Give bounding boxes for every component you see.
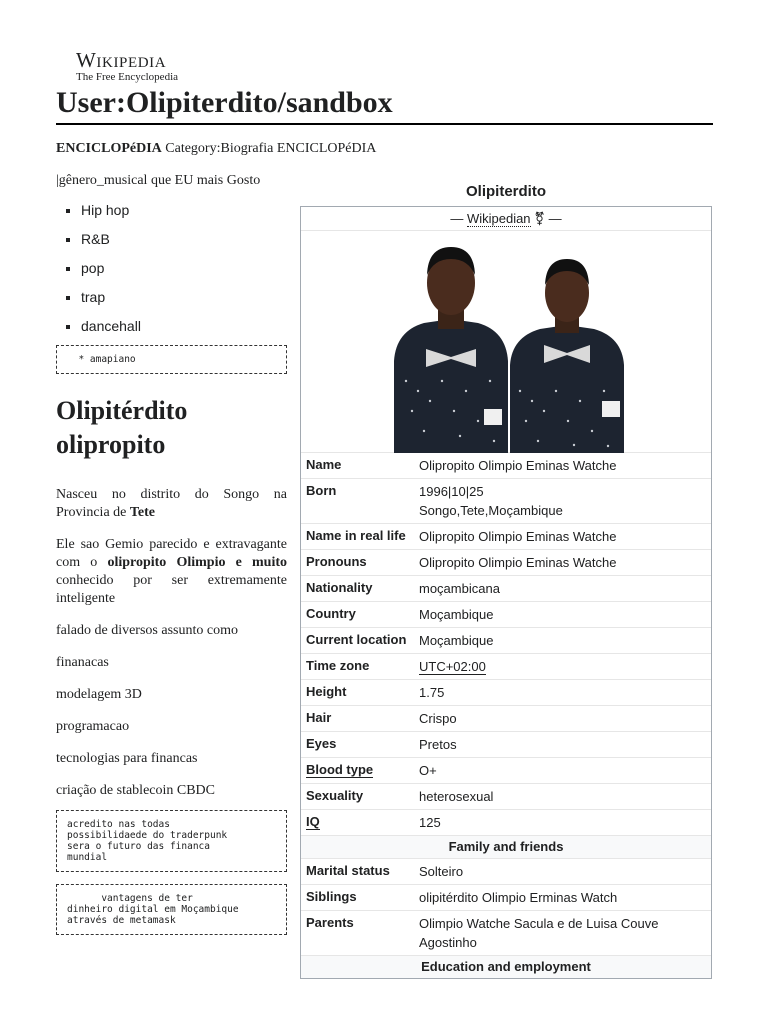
list-item: ▪ pop xyxy=(81,254,287,283)
info-value: Olipropito Olimpio Eminas Watche xyxy=(419,458,617,473)
info-value: Pretos xyxy=(419,737,457,752)
info-row-real-name xyxy=(301,524,711,550)
blood-type-link[interactable]: Blood type xyxy=(306,762,374,777)
info-key: Country xyxy=(306,606,356,621)
wikipedian-link[interactable]: Wikipedian xyxy=(466,211,531,226)
text-line: finanacas xyxy=(56,655,109,670)
info-value: O+ xyxy=(419,763,437,778)
gender-symbol-icon: ⚧ — xyxy=(530,211,562,226)
info-value: heterosexual xyxy=(419,789,494,804)
info-row-location xyxy=(301,628,711,654)
person-photo-left xyxy=(394,241,508,453)
info-key: Current location xyxy=(306,632,407,647)
infobox-title: Olipiterdito xyxy=(466,183,546,200)
info-key: Name xyxy=(306,457,342,472)
info-value: olipitérdito Olimpio Erminas Watch xyxy=(419,890,618,905)
info-key: Name in real life xyxy=(306,528,406,543)
desc-text-1: Ele sao Gemio parecido e extravagante com o xyxy=(56,537,287,570)
parents-line-1: Olimpio Watche Sacula e de Luisa Couve xyxy=(419,916,659,931)
desc-bold: olipropito Olimpio e muito xyxy=(107,555,288,570)
section-family-friends: Family and friends xyxy=(301,836,711,859)
info-key: Sexuality xyxy=(306,788,364,803)
info-key: Hair xyxy=(306,710,332,725)
logo-tagline: The Free Encyclopedia xyxy=(76,71,179,83)
intro-text: |gênero_musical que EU mais Gosto xyxy=(56,173,261,188)
profile-photo[interactable] xyxy=(301,231,711,453)
info-row-height xyxy=(301,680,711,706)
info-row-siblings xyxy=(301,885,711,911)
code-box-traderpunk: acredito nas todas possibilidaede do traderpunk sera o futuro das financa mundial xyxy=(56,810,287,872)
text-line: modelagem 3D xyxy=(56,687,142,702)
info-row-marital xyxy=(301,859,711,885)
heading-line-2: olipropito xyxy=(56,430,166,459)
section-heading xyxy=(56,394,287,462)
birth-place-bold: Tete xyxy=(129,505,156,520)
info-row-sexuality xyxy=(301,784,711,810)
info-row-eyes xyxy=(301,732,711,758)
info-row-name xyxy=(301,453,711,479)
info-key: Parents xyxy=(306,915,354,930)
timezone-link[interactable]: UTC+02:00 xyxy=(419,659,486,674)
iq-link[interactable]: IQ xyxy=(306,814,320,829)
parents-line-2: Agostinho xyxy=(419,935,477,950)
info-row-iq xyxy=(301,810,711,836)
text-line: tecnologias para financas xyxy=(56,751,198,766)
text-line: programacao xyxy=(56,719,130,734)
list-item: ▪ dancehall xyxy=(81,312,287,341)
page-title: User:Olipiterdito/sandbox xyxy=(56,86,393,119)
info-value: Crispo xyxy=(419,711,457,726)
info-row-hair xyxy=(301,706,711,732)
code-box-metamask: vantagens de ter dinheiro digital em Moçambique através de metamask xyxy=(56,884,287,935)
info-value xyxy=(419,911,711,955)
info-value: 1.75 xyxy=(419,685,445,700)
info-value: Olipropito Olimpio Eminas Watche xyxy=(419,555,617,570)
list-item: ▪ trap xyxy=(81,283,287,312)
info-key: Marital status xyxy=(306,863,390,878)
info-row-timezone xyxy=(301,654,711,680)
info-value: Moçambique xyxy=(419,607,494,622)
info-row-parents xyxy=(301,911,711,956)
info-key xyxy=(301,810,419,835)
info-value: Moçambique xyxy=(419,633,494,648)
genre-list xyxy=(56,196,287,341)
list-item: ▪ R&B xyxy=(81,225,287,254)
info-value: Solteiro xyxy=(419,864,464,879)
infobox-subtitle xyxy=(301,207,711,231)
info-row-born xyxy=(301,479,711,524)
code-box-amapiano: * amapiano xyxy=(56,345,287,374)
text-line: falado de diversos assunto como xyxy=(56,623,238,638)
info-value xyxy=(419,654,711,679)
born-date: 1996|10|25 xyxy=(419,484,484,499)
person-photo-right xyxy=(510,241,624,453)
info-key: Eyes xyxy=(306,736,337,751)
logo-wordmark: Wikipedia xyxy=(76,48,167,72)
heading-line-1: Olipitérdito xyxy=(56,396,188,425)
list-item: ▪ Hip hop xyxy=(81,196,287,225)
info-row-blood-type xyxy=(301,758,711,784)
description-paragraph xyxy=(56,536,287,608)
title-divider xyxy=(56,123,713,125)
info-key: Time zone xyxy=(306,658,370,673)
wikipedia-logo[interactable] xyxy=(76,48,216,83)
infobox xyxy=(300,206,712,979)
info-value: moçambicana xyxy=(419,581,500,596)
text-line: criação de stablecoin CBDC xyxy=(56,783,216,798)
born-place: Songo,Tete,Moçambique xyxy=(419,503,563,518)
info-key: Siblings xyxy=(306,889,357,904)
left-column xyxy=(56,172,287,935)
info-row-pronouns xyxy=(301,550,711,576)
info-key: Born xyxy=(306,483,337,498)
info-value: 125 xyxy=(419,815,441,830)
info-value: Olipropito Olimpio Eminas Watche xyxy=(419,529,617,544)
info-key xyxy=(301,758,419,783)
info-key: Pronouns xyxy=(306,554,367,569)
category-text: Category:Biografia ENCICLOPéDIA xyxy=(161,141,377,156)
section-education-employment: Education and employment xyxy=(301,956,711,978)
category-bold-label: ENCICLOPéDIA xyxy=(56,141,162,156)
birth-paragraph xyxy=(56,486,287,522)
info-key: Height xyxy=(306,684,347,699)
info-value xyxy=(419,479,711,523)
category-line xyxy=(56,140,376,158)
info-row-country xyxy=(301,602,711,628)
desc-text-2: conhecido por ser extremamente inteligente xyxy=(56,573,287,606)
info-key: Nationality xyxy=(306,580,373,595)
subtitle-dash: — xyxy=(450,211,467,226)
info-row-nationality xyxy=(301,576,711,602)
birth-text: Nasceu no distrito do Songo na Provincia de xyxy=(56,487,287,520)
